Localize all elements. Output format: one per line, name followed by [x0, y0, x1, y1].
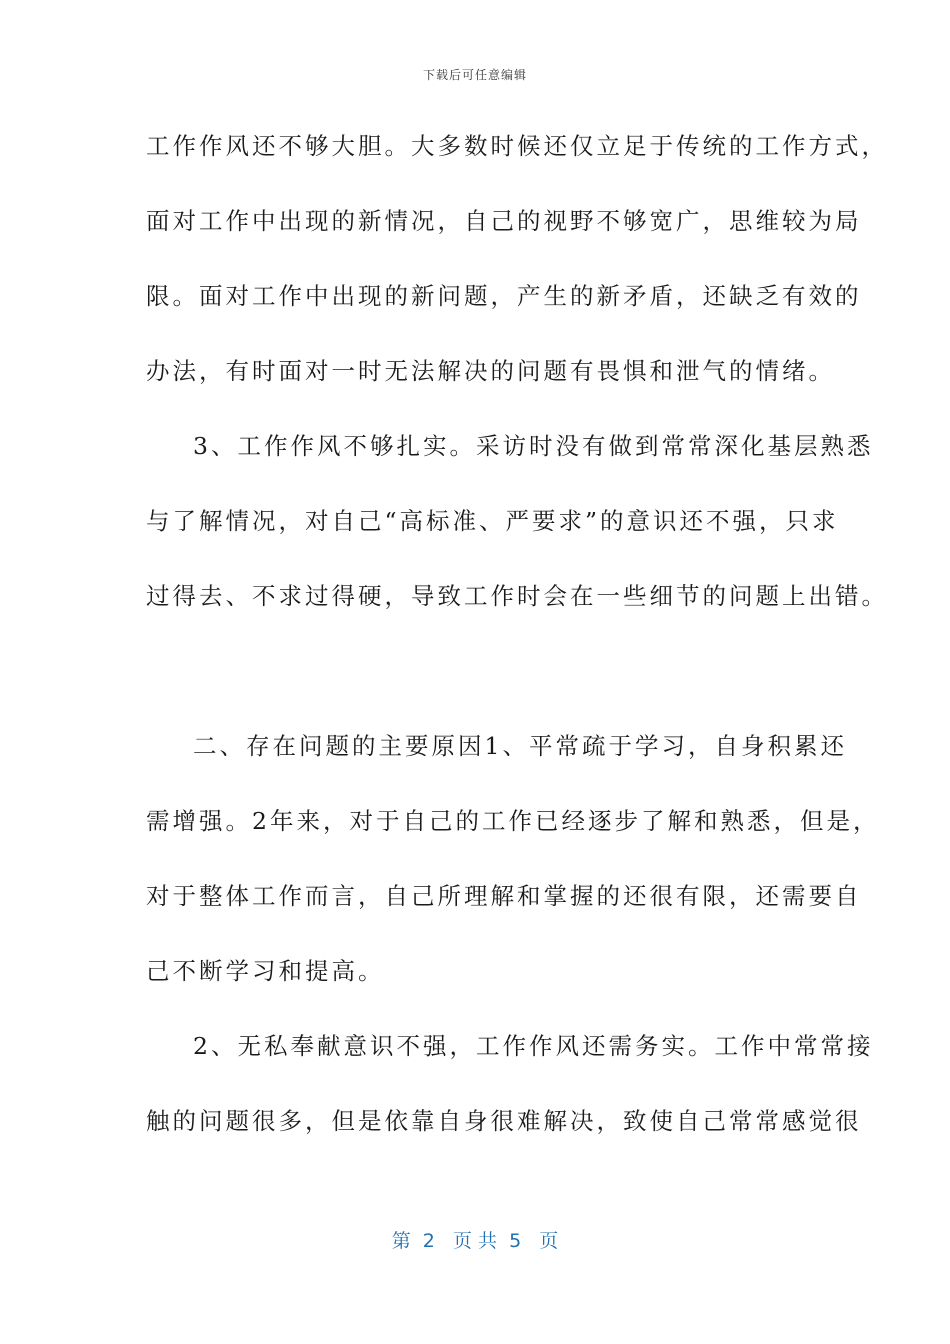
body-line-1: 工作作风还不够大胆。大多数时候还仅立足于传统的工作方式，	[146, 132, 888, 160]
body-line-11: 己不断学习和提高。	[146, 957, 385, 985]
body-line-7: 过得去、不求过得硬，导致工作时会在一些细节的问题上出错。	[146, 582, 888, 610]
body-line-12: 2、无私奉献意识不强，工作作风还需务实。工作中常常接	[193, 1032, 874, 1060]
header-note: 下载后可任意编辑	[422, 68, 527, 82]
body-line-2: 面对工作中出现的新情况，自己的视野不够宽广，思维较为局	[146, 207, 862, 235]
body-line-3: 限。面对工作中出现的新问题，产生的新矛盾，还缺乏有效的	[146, 282, 862, 310]
page-number-footer: 第 2 页 共 5 页	[391, 1230, 559, 1252]
body-line-10: 对于整体工作而言，自己所理解和掌握的还很有限，还需要自	[146, 882, 862, 910]
body-line-5: 3、工作作风不够扎实。采访时没有做到常常深化基层熟悉	[193, 432, 874, 460]
body-line-9: 需增强。2年来，对于自己的工作已经逐步了解和熟悉，但是，	[146, 807, 880, 835]
body-line-6: 与了解情况，对自己“高标准、严要求”的意识还不强，只求	[146, 507, 839, 535]
body-line-4: 办法，有时面对一时无法解决的问题有畏惧和泄气的情绪。	[146, 357, 835, 385]
body-line-8: 二、存在问题的主要原因1、平常疏于学习，自身积累还	[193, 732, 847, 760]
body-line-13: 触的问题很多，但是依靠自身很难解决，致使自己常常感觉很	[146, 1107, 862, 1135]
